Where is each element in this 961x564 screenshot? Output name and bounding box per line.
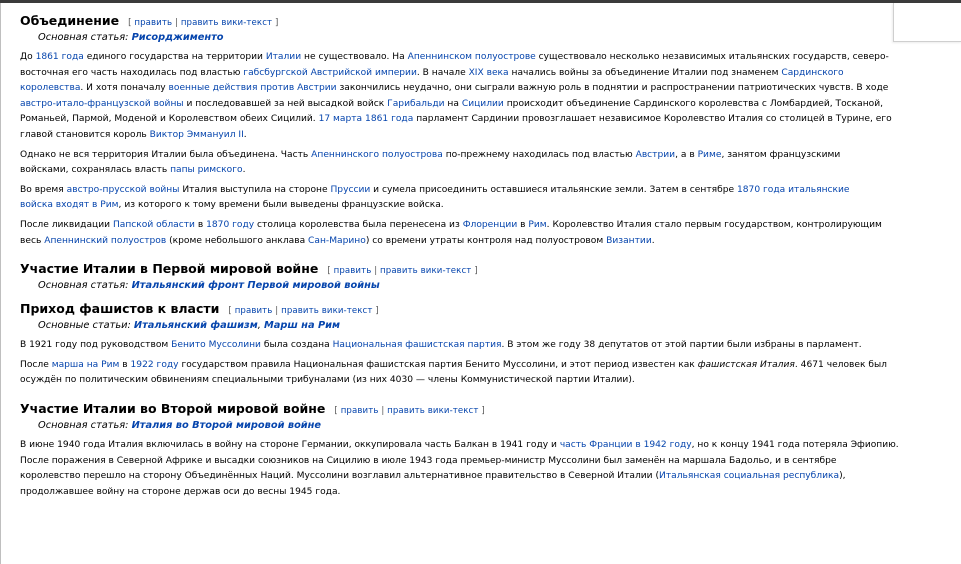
link[interactable]: 1870 году xyxy=(206,219,255,230)
section-heading xyxy=(20,301,952,317)
link[interactable]: Флоренции xyxy=(462,219,518,230)
link[interactable]: Сицилии xyxy=(461,98,504,109)
link[interactable]: марша на Рим xyxy=(51,359,120,370)
link[interactable]: Византии xyxy=(606,235,652,246)
link[interactable]: 1861 года xyxy=(35,52,84,62)
link[interactable]: Риме xyxy=(697,149,722,160)
link[interactable]: итальянские xyxy=(788,184,850,195)
link[interactable]: XIX века xyxy=(468,67,509,78)
edit-links: [ править | править вики-текст ] xyxy=(128,18,279,28)
link[interactable]: королевства xyxy=(20,83,81,94)
edit-links: [ править | править вики-текст ] xyxy=(334,405,485,416)
italic-term: фашистская Италия xyxy=(697,359,795,370)
paragraph: После ликвидации Папской области в 1870 году столица королевства была перенесена из Флоренции в Рим. Королевство Италия стало первым государством, контролирующим весь Апеннинский полуостров (кроме небольшого анклава Сан-Марино) со времени утраты контроля над полуостровом Византии. xyxy=(20,219,882,246)
link[interactable]: 1922 году xyxy=(130,359,179,370)
section-heading xyxy=(20,13,952,29)
link[interactable]: 17 марта xyxy=(318,114,363,125)
section-title: Объединение xyxy=(20,13,120,28)
section-unification xyxy=(20,13,952,249)
link[interactable]: австро-прусской войны xyxy=(66,184,180,195)
window-left-border xyxy=(0,3,1,564)
edit-source-link[interactable]: править вики-текст xyxy=(281,306,373,317)
main-articles-note: Основные статьи: Итальянский фашизм, Марш на Рим xyxy=(38,320,341,332)
link[interactable]: 1870 года xyxy=(736,184,786,195)
main-article-link[interactable]: Марш на Рим xyxy=(263,320,341,332)
link[interactable]: Итальянская социальная республика xyxy=(659,471,840,482)
paragraph: После марша на Рим в 1922 году государством правила Национальная фашистская партия Бенито Муссолини, и этот период известен как фашистская Италия. 4671 человек был осуждён по политическим обвинениям специальными трибуналами (из них 4030 — члены Коммунистической партии Италии). xyxy=(20,359,887,386)
link[interactable]: габсбургской Австрийской империи xyxy=(243,67,417,78)
paragraph: До 1861 года единого государства на территории Италии не существовало. На Апеннинском полуострове существовало несколько независимых итальянских государств, северо- восточная его часть находилась под властью габсбургской Австрийской империи. В начале XIX века начались войны за объединение Италии под знаменем Сардинского королевства. И хотя поначалу военные действия против Австрии закончились неудачно, они сыграли важную роль в поднятии и распространении патриотических чувств. В ходе австро-итало-французской войны и последовавшей за ней высадкой войск Гарибальди на Сицилии происходит объединение Сардинского королевства с Ломбардией, Тосканой, Романьей, Пармой, Моденой и Королевством обеих Сицилий. 17 марта 1861 года парламент Сардинии провозглашает независимое Королевство Италия со столицей в Турине, его главой становится король Виктор Эммануил II. xyxy=(20,52,892,140)
main-article-link[interactable]: Италия во Второй мировой войне xyxy=(131,419,322,431)
section-wwi xyxy=(20,261,952,293)
section-heading xyxy=(20,401,952,417)
main-article-note: Основная статья: Италия во Второй мировой войне xyxy=(38,419,322,431)
section-title: Участие Италии в Первой мировой войне xyxy=(20,261,319,277)
link[interactable]: часть Франции в 1942 году xyxy=(559,439,692,450)
section-fascism xyxy=(20,301,952,389)
main-article-note: Основная статья: Рисорджименто xyxy=(38,32,224,43)
edit-source-link[interactable]: править вики-текст xyxy=(380,266,472,277)
section-title: Участие Италии во Второй мировой войне xyxy=(20,400,326,416)
section-heading xyxy=(20,261,952,277)
paragraph: Однако не вся территория Италии была объединена. Часть Апеннинского полуострова по-прежнему находилась под властью Австрии, а в Риме, занятом французскими войсками, сохранялась власть папы римского. xyxy=(20,149,841,176)
main-article-note: Основная статья: Итальянский фронт Первой мировой войны xyxy=(38,280,380,292)
section-title: Приход фашистов к власти xyxy=(20,301,220,317)
edit-section-link[interactable]: править xyxy=(134,18,173,28)
edit-section-link[interactable]: править xyxy=(234,306,273,317)
section-wwii xyxy=(20,401,952,500)
link[interactable]: военные действия против Австрии xyxy=(168,83,337,94)
link[interactable]: войска входят в Рим xyxy=(20,200,119,211)
window-top-border xyxy=(0,0,961,3)
link[interactable]: Апеннинский полуостров xyxy=(44,235,167,246)
link[interactable]: Рим xyxy=(528,219,547,230)
edit-source-link[interactable]: править вики-текст xyxy=(180,18,273,28)
link[interactable]: 1861 года xyxy=(365,114,414,125)
link[interactable]: Италии xyxy=(265,52,302,62)
edit-source-link[interactable]: править вики-текст xyxy=(387,405,479,416)
link[interactable]: Сан-Марино xyxy=(308,235,366,246)
link[interactable]: Национальная фашистская партия xyxy=(332,340,502,351)
edit-links: [ править | править вики-текст ] xyxy=(228,306,379,317)
link[interactable]: Бенито Муссолини xyxy=(171,340,261,351)
paragraph: В 1921 году под руководством Бенито Муссолини была создана Национальная фашистская партия. В этом же году 38 депутатов от этой партии были избраны в парламент. xyxy=(20,340,862,351)
edit-section-link[interactable]: править xyxy=(333,266,372,277)
link[interactable]: Гарибальди xyxy=(387,98,445,109)
link[interactable]: Виктор Эммануил II xyxy=(149,129,244,140)
paragraph: Во время австро-прусской войны Италия выступила на стороне Пруссии и сумела присоединить оставшиеся итальянские земли. Затем в сентябре 1870 года итальянские войска входят в Рим, из которого к тому времени были выведены французские войска. xyxy=(20,184,850,211)
link[interactable]: папы римского xyxy=(170,165,243,176)
link[interactable]: австро-итало-французской войны xyxy=(20,98,184,109)
main-article-link[interactable]: Итальянский фашизм xyxy=(133,320,258,332)
edit-section-link[interactable]: править xyxy=(340,405,379,416)
link[interactable]: Апеннинского полуострова xyxy=(311,149,443,160)
edit-links: [ править | править вики-текст ] xyxy=(327,266,478,277)
link[interactable]: Австрии xyxy=(635,149,676,160)
paragraph: В июне 1940 года Италия включилась в войну на стороне Германии, оккупировала часть Балкан в 1941 году и часть Франции в 1942 году, но к концу 1941 года потеряла Эфиопию. После поражения в Северной Африке и высадки союзников на Сицилию в июле 1943 года премьер-министр Муссолини был заменён на маршала Бадольо, и в сентябре королевство перешло на сторону Объединённых Наций. Муссолини возглавил альтернативное правительство в Северной Италии (Итальянская социальная республика), продолжавшее войну на стороне держав оси до весны 1945 года. xyxy=(20,439,899,497)
article-content xyxy=(20,13,952,500)
main-article-link[interactable]: Итальянский фронт Первой мировой войны xyxy=(131,280,380,292)
link[interactable]: Пруссии xyxy=(330,184,371,195)
link[interactable]: Папской области xyxy=(112,219,195,230)
link[interactable]: Сардинского xyxy=(781,67,844,78)
link[interactable]: Апеннинском полуострове xyxy=(407,52,536,62)
main-article-link[interactable]: Рисорджименто xyxy=(131,32,224,43)
